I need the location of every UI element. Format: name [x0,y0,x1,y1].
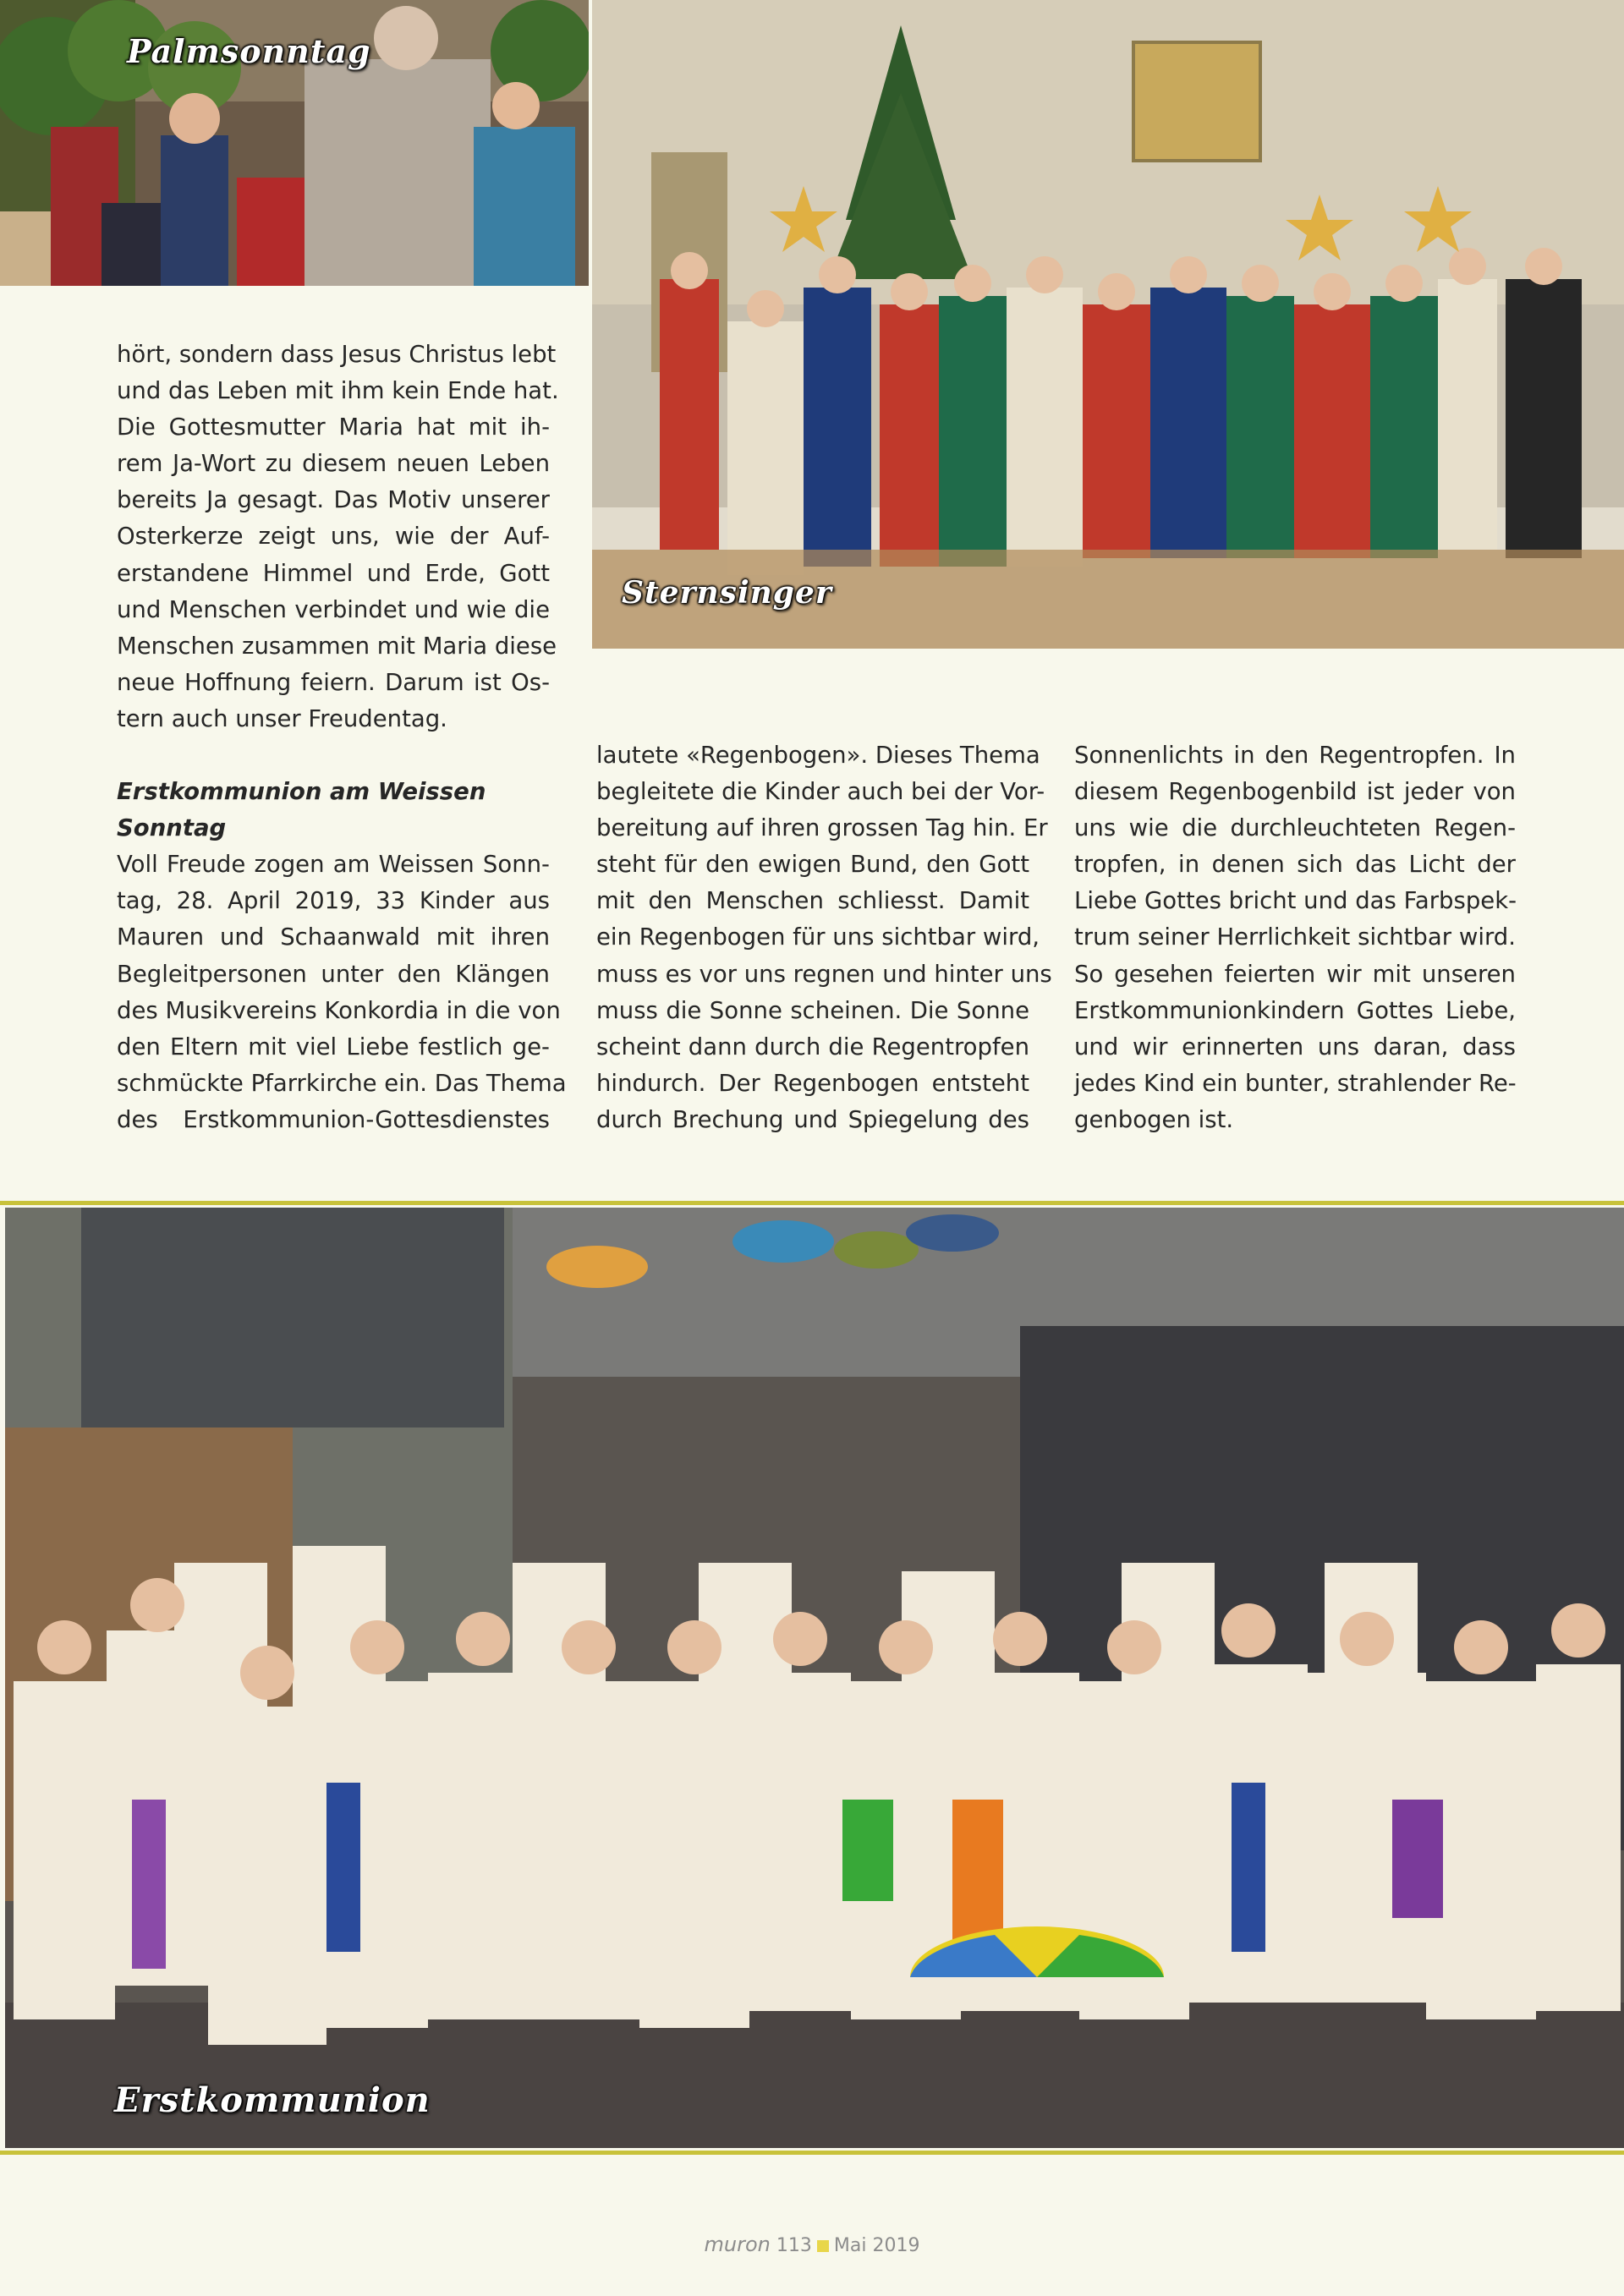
text-line: genbogen ist. [1074,1105,1234,1133]
caption-first-communion: Erstkommunion [114,2080,431,2120]
text-column-1 [117,337,567,1138]
text-line: Mauren und Schaanwald mit ihren [117,923,550,951]
text-line: schmückte Pfarrkirche ein. Das Thema [117,1069,567,1097]
text-line: muss es vor uns regnen und hinter uns [596,960,1052,988]
text-line: Voll Freude zogen am Weissen Sonn- [117,851,550,879]
page-footer [0,2233,1624,2256]
text-line: diesem Regenbogenbild ist jeder von [1074,778,1516,806]
photo-sternsinger [592,0,1624,649]
text-line: hindurch. Der Regenbogen entsteht [596,1069,1029,1097]
text-line: tropfen, in denen sich das Licht der [1074,851,1516,879]
text-line: Osterkerze zeigt uns, wie der Auf- [117,523,550,551]
text-line: tern auch unser Freudentag. [117,704,447,732]
caption-palm-sunday: Palmsonntag [127,32,371,70]
spacer [117,737,550,774]
caption-sternsinger: Sternsinger [622,575,832,611]
text-line: erstandene Himmel und Erde, Gott [117,559,550,587]
bottom-rule [0,2151,1624,2155]
top-rule [0,1201,1624,1205]
text-line: des Erstkommunion-Gottesdienstes [117,1105,550,1133]
footer-square-icon [817,2240,829,2252]
text-line: tag, 28. April 2019, 33 Kinder aus [117,887,550,915]
text-line: steht für den ewigen Bund, den Gott [596,851,1029,879]
text-line: durch Brechung und Spiegelung des [596,1105,1029,1133]
text-line: und wir erinnerten uns daran, dass [1074,1033,1516,1060]
text-line: hört, sondern dass Jesus Christus lebt [117,341,557,368]
text-line: Menschen zusammen mit Maria diese [117,632,557,660]
text-line: und Menschen verbindet und wie die [117,595,550,623]
text-line: Die Gottesmutter Maria hat mit ih- [117,414,550,441]
text-line: mit den Menschen schliesst. Damit [596,887,1029,915]
text-line: ein Regenbogen für uns sichtbar wird, [596,923,1040,951]
text-line: bereits Ja gesagt. Das Motiv unserer [117,486,550,514]
magazine-name: muron [704,2233,771,2256]
text-line: rem Ja-Wort zu diesem neuen Leben [117,450,550,478]
text-line: Begleitpersonen unter den Klängen [117,960,550,988]
text-line: scheint dann durch die Regentropfen [596,1033,1029,1060]
issue-number: 113 [776,2235,812,2256]
section-heading: Erstkommunion am Weissen [117,778,486,806]
first-communion-image [5,1208,1624,2148]
text-line: begleitete die Kinder auch bei der Vor- [596,778,1045,806]
text-column-3 [1074,737,1516,1138]
text-line: So gesehen feierten wir mit unseren [1074,960,1516,988]
text-line: den Eltern mit viel Liebe festlich ge- [117,1033,550,1060]
text-line: und das Leben mit ihm kein Ende hat. [117,377,559,405]
text-line: Liebe Gottes bricht und das Farbspek- [1074,887,1517,915]
text-line: neue Hoffnung feiern. Darum ist Os- [117,668,550,696]
text-line: jedes Kind ein bunter, strahlender Re- [1074,1069,1517,1097]
text-line: uns wie die durchleuchteten Regen- [1074,814,1516,842]
text-line: lautete «Regenbogen». Dieses Thema [596,742,1040,769]
section-heading-cont: Sonntag [117,814,227,842]
text-line: trum seiner Herrlichkeit sichtbar wird. [1074,923,1516,951]
text-line: bereitung auf ihren grossen Tag hin. Er [596,814,1048,842]
photo-first-communion [5,1208,1624,2148]
issue-date: Mai 2019 [833,2235,920,2256]
sternsinger-image [592,0,1624,649]
text-line: muss die Sonne scheinen. Die Sonne [596,996,1029,1024]
text-column-2 [596,737,1052,1138]
text-line: Sonnenlichts in den Regentropfen. In [1074,742,1516,769]
text-line: des Musikvereins Konkordia in die von [117,996,561,1024]
text-line: Erstkommunionkindern Gottes Liebe, [1074,996,1516,1024]
